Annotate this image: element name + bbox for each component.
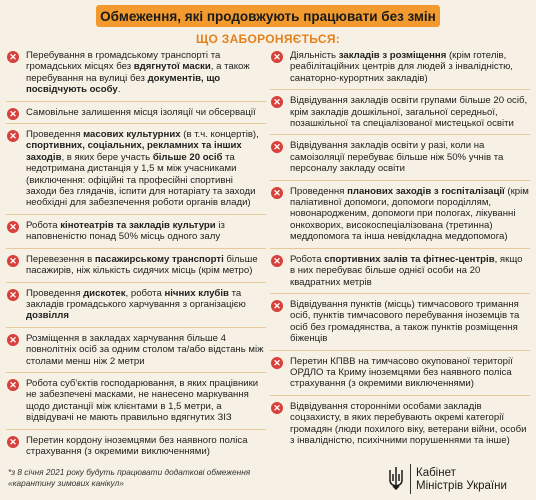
restriction-item	[270, 299, 530, 351]
restriction-text: Перетин кордону іноземцями без наявного поліса страхування (з окремими виключеннями)	[26, 434, 248, 457]
restriction-item	[270, 95, 530, 135]
page-title-banner	[96, 5, 440, 27]
restriction-text-bold: масових культурних	[83, 129, 181, 141]
restriction-item	[6, 333, 266, 373]
prohibited-icon: ✕	[271, 187, 283, 199]
restriction-text: Перебування в громадському транспорті та громадських місцях без	[26, 50, 221, 73]
restriction-text-bold: спортивних залів та фітнес-центрів	[324, 253, 495, 265]
restriction-text-bold: пасажирському транспорті	[94, 253, 224, 265]
restriction-text: Робота	[26, 219, 61, 231]
restriction-item	[6, 107, 266, 124]
restriction-text: Проведення	[290, 185, 348, 197]
restriction-text: Перетин КПВВ на тимчасово окупованої території ОРДЛО та Криму іноземцями без наявного поліса страхування (з окремими виключеннями)	[290, 355, 513, 390]
restriction-text-bold: вдягнутої маски	[133, 61, 211, 73]
restriction-text: Відвідування закладів освіти групами більше 20 осіб, крім закладів дошкільної, загальної середньої, позашкільної та спеціалізованої мистецької освіти	[290, 95, 528, 130]
restriction-text: Робота	[290, 253, 325, 265]
prohibited-icon: ✕	[271, 96, 283, 108]
restriction-text: із наповненістю понад 50% місць одного залу	[26, 219, 225, 243]
restriction-item	[6, 129, 266, 215]
prohibited-icon: ✕	[7, 436, 19, 448]
prohibited-icon: ✕	[7, 379, 19, 391]
restriction-text-bold: спортивних, соціальних, рекламних та інших заходів	[26, 140, 242, 163]
footnote: *з 8 січня 2021 року будуть працювати додаткові обмеження «карантину зимових канікул»	[8, 467, 251, 488]
restriction-item	[270, 140, 530, 180]
restriction-item	[270, 401, 530, 452]
restriction-text: Проведення	[26, 287, 84, 299]
restriction-text-bold: більше 20 осіб	[152, 151, 223, 163]
prohibited-icon: ✕	[7, 221, 19, 233]
ministry-logo-text	[416, 467, 507, 493]
restriction-item	[6, 378, 266, 430]
prohibited-icon: ✕	[7, 51, 19, 63]
restriction-text-bold: планових заходів з госпіталізації	[347, 185, 505, 197]
prohibited-icon: ✕	[271, 51, 283, 63]
left-restrictions-column	[6, 50, 266, 467]
restriction-text: (крім паліативної допомоги, допомоги породіллям, новонародженим, допомоги при пологах, лікуванні онкохворих, високоспеціалізована (третинна) меддопомога та інша невідкладна меддопомога)	[290, 185, 529, 243]
ministry-line-2: Міністрів України	[416, 480, 507, 492]
restriction-text: Самовільне залишення місця ізоляції чи обсервації	[26, 106, 256, 118]
logo-separator	[410, 464, 411, 494]
restriction-item	[6, 435, 266, 463]
prohibited-icon: ✕	[271, 255, 283, 267]
restriction-text: Діяльність	[290, 50, 339, 61]
restriction-text-bold: дискотек	[83, 287, 126, 299]
restriction-text: Відвідування сторонніми особами закладів соцзахисту, в яких перебувають окремі категорії громадян (люди похилого віку, ветерани війни, особи з інвалідністю, психічними порушеннями та інше)	[290, 400, 527, 446]
restriction-item	[6, 220, 266, 249]
restriction-text: більше пасажирів, ніж кількість сидячих місць (крім метро)	[26, 253, 258, 277]
restriction-text: , робота	[125, 287, 165, 299]
restriction-text: та недотримана дистанція у 1,5 м між учасниками (виключення: офіційні та професійні спортивні заходи без глядачів, іспити для нотаріату та заходи необхідні для забезпечення роботи органів влади)	[26, 151, 256, 209]
restriction-item	[6, 288, 266, 328]
section-subtitle: ЩО ЗАБОРОНЯЄТЬСЯ:	[195, 32, 341, 46]
ministry-line-1: Кабінет	[416, 467, 456, 479]
restriction-item	[270, 254, 530, 294]
restriction-text: Відвідування закладів освіти у разі, коли на самоізоляції перебуває більше ніж 50% учнів та персоналу закладу освіти	[290, 140, 504, 175]
prohibited-icon: ✕	[7, 334, 19, 346]
restriction-text: та закладів громадського харчування з організацією	[26, 287, 246, 310]
restriction-text: Розміщення в закладах харчування більше 4 повнолітніх осіб за одним столом та/або відстань між столами менш ніж 2 метри	[26, 332, 264, 367]
trident-icon	[388, 466, 404, 490]
restriction-item	[270, 356, 530, 396]
restriction-text-bold: закладів з розміщення	[338, 50, 447, 61]
prohibited-icon: ✕	[271, 357, 283, 369]
prohibited-icon: ✕	[7, 289, 19, 301]
restriction-text: Відвідування пунктів (місць) тимчасового тримання осіб, пунктів тимчасового перебування іноземців та осіб без громадянства, а також пунктів розміщення біженців	[290, 298, 520, 345]
restriction-text-bold: дозвілля	[26, 310, 69, 322]
restriction-text-bold: нічних клубів	[164, 287, 229, 299]
restriction-text-bold: кінотеатрів та закладів культури	[60, 219, 216, 231]
restriction-text: , а також перебування на вулиці без	[26, 61, 250, 84]
restriction-text-bold: документів, що посвідчують особу	[26, 72, 221, 96]
prohibited-icon: ✕	[271, 300, 283, 312]
restriction-text: Робота суб'єктів господарювання, в яких працівники не забезпечені масками, не нанесено маркування щодо дистанції між клієнтами в 1,5 метри, а відвідувачі не мають правильно вдягнутих ЗІЗ	[26, 377, 259, 424]
prohibited-icon: ✕	[7, 108, 19, 120]
restriction-text: (крім готелів, реабілітаційних центрів для людей з інвалідністю, санаторно-курортних закладів)	[290, 50, 513, 84]
restriction-text: Проведення	[26, 129, 84, 141]
restriction-item	[6, 50, 266, 102]
prohibited-icon: ✕	[271, 402, 283, 414]
right-restrictions-column	[270, 50, 530, 456]
restriction-item	[270, 186, 530, 249]
restriction-text: , якщо в них перебуває більше однієї особи на 20 квадратних метрів	[290, 253, 523, 288]
page-title: Обмеження, які продовжують працювати без змін	[100, 8, 436, 24]
restriction-item	[270, 50, 530, 90]
restriction-text: (в т.ч. концертів),	[180, 129, 259, 141]
prohibited-icon: ✕	[7, 130, 19, 142]
restriction-text: Перевезення в	[26, 253, 95, 265]
restriction-item	[6, 254, 266, 283]
restriction-text: , в яких бере участь	[61, 151, 153, 163]
prohibited-icon: ✕	[271, 141, 283, 153]
restriction-text: .	[117, 84, 121, 96]
prohibited-icon: ✕	[7, 255, 19, 267]
